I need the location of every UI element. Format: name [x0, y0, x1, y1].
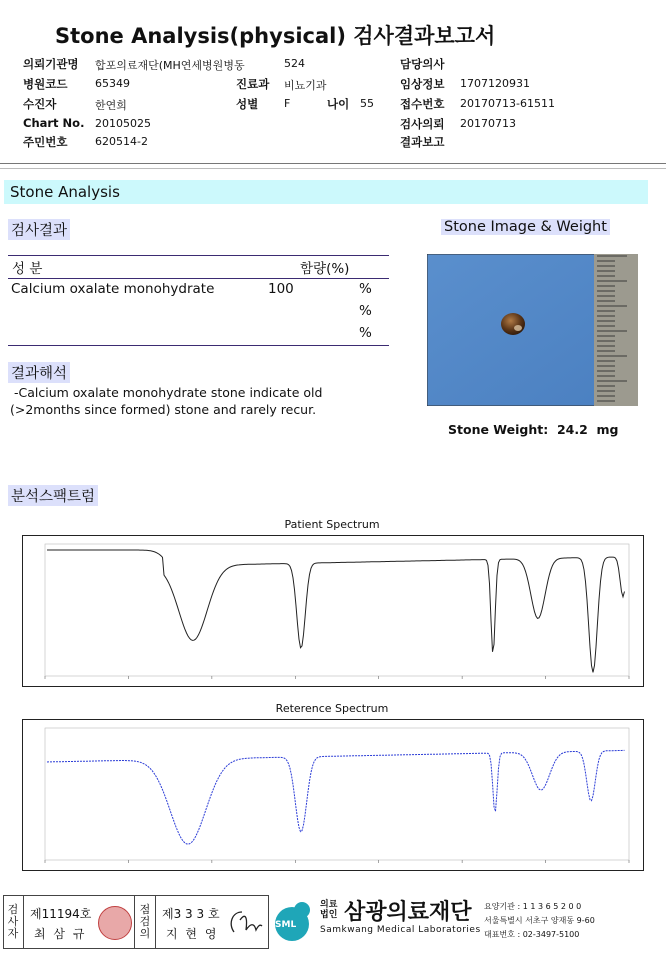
doctor-label: 담당의사 — [400, 57, 445, 71]
dept-value: 비뇨기과 — [284, 79, 327, 92]
stone-weight-label: Stone Weight: — [448, 422, 549, 437]
reviewer-label: 점검의 — [139, 903, 151, 940]
request-date-value: 20170713 — [460, 117, 516, 130]
patient-spectrum-chart — [22, 535, 644, 687]
component-row-1: Calcium oxalate monohydrate — [11, 281, 215, 297]
header-divider — [0, 163, 666, 164]
stone-heading: Stone Image & Weight — [441, 219, 610, 235]
amount-row-1: 100 — [268, 281, 294, 297]
org-info-line-2: 서울특별시 서초구 양재동 9-60 — [484, 916, 595, 925]
org-info-line-3: 대표번호 : 02-3497-5100 — [484, 930, 580, 939]
table-top-line — [8, 255, 389, 256]
examiner-seal — [98, 906, 132, 940]
col-content: 함량(%) — [300, 261, 350, 277]
table-header-line — [8, 278, 389, 279]
patient-spectrum-plot — [23, 536, 643, 686]
reference-spectrum-plot — [23, 720, 643, 870]
clinical-info-label: 임상정보 — [400, 77, 445, 91]
header-divider-2 — [0, 168, 666, 169]
spectrum-heading: 분석스팩트럼 — [8, 485, 98, 506]
table-bottom-line — [8, 345, 389, 346]
section-banner — [4, 180, 648, 204]
interpretation-line-2: (>2months since formed) stone and rarely recur. — [10, 402, 317, 417]
hospital-code-value: 65349 — [95, 77, 130, 90]
reviewer-no: 제3 3 3 호 — [162, 907, 220, 921]
stone-weight-value: 24.2 — [556, 422, 588, 437]
header-info — [0, 0, 666, 160]
dept-label: 진료과 — [236, 77, 270, 91]
age-value: 55 — [360, 97, 374, 110]
org-prefix: 의료법인 — [320, 900, 338, 920]
reviewer-signature — [226, 904, 264, 940]
examiner-name: 최 삼 규 — [34, 927, 87, 941]
age-label: 나이 — [327, 97, 350, 111]
unit-row-1: % — [359, 281, 372, 297]
reference-spectrum-chart — [22, 719, 644, 871]
reviewer-name: 지 현 영 — [166, 927, 219, 941]
hospital-label: 의뢰기관명 — [23, 57, 79, 71]
logo-text: SML — [275, 920, 297, 930]
stone-shape — [501, 313, 525, 335]
banner-title: Stone Analysis — [10, 183, 120, 201]
interpretation-heading: 결과해석 — [8, 362, 70, 383]
examiner-label: 검사자 — [7, 903, 19, 940]
hospital-code-label: 병원코드 — [23, 77, 68, 91]
unit-row-2: % — [359, 303, 372, 319]
reference-spectrum-title: Reterence Spectrum — [275, 702, 389, 715]
sex-label: 성별 — [236, 97, 259, 111]
spectrum-trace — [47, 750, 625, 844]
org-info-line-1: 요양기관 : 1 1 3 6 5 2 0 0 — [484, 902, 582, 911]
stone-photo — [427, 254, 638, 406]
stone-weight — [448, 422, 619, 437]
unit-row-3: % — [359, 325, 372, 341]
patient-value: 한연희 — [95, 99, 127, 112]
patient-spectrum-title: Patient Spectrum — [284, 518, 380, 531]
org-eng-name: Samkwang Medical Laboratories — [320, 925, 481, 935]
resident-no-value: 620514-2 — [95, 135, 148, 148]
spectrum-frame — [45, 728, 629, 860]
stone-image — [427, 254, 638, 406]
stone-weight-unit: mg — [596, 422, 619, 437]
interpretation-line-1: -Calcium oxalate monohydrate stone indicate old — [14, 385, 323, 400]
sex-value: F — [284, 97, 291, 110]
hospital-value: 합포의료재단(MH연세병원병동 — [95, 59, 245, 72]
report-date-label: 결과보고 — [400, 135, 445, 149]
sml-logo — [272, 898, 316, 942]
examiner-no: 제11194호 — [30, 907, 92, 921]
spectrum-trace — [47, 550, 625, 672]
ward-no: 524 — [284, 57, 305, 70]
clinical-info-value: 1707120931 — [460, 77, 530, 90]
receipt-no-label: 접수번호 — [400, 97, 445, 111]
request-date-label: 검사의뢰 — [400, 117, 445, 131]
chart-no-value: 20105025 — [95, 117, 151, 130]
patient-label: 수진자 — [23, 97, 57, 111]
resident-no-label: 주민번호 — [23, 135, 68, 149]
chart-no-label: Chart No. — [23, 116, 85, 130]
org-info — [484, 900, 595, 942]
result-heading: 검사결과 — [8, 219, 70, 240]
org-name: 삼광의료재단 — [344, 900, 472, 925]
report-title: Stone Analysis(physical) 검사결과보고서 — [55, 24, 496, 48]
signature-box — [3, 895, 269, 949]
receipt-no-value: 20170713-61511 — [460, 97, 555, 110]
col-component: 성 분 — [12, 261, 43, 277]
